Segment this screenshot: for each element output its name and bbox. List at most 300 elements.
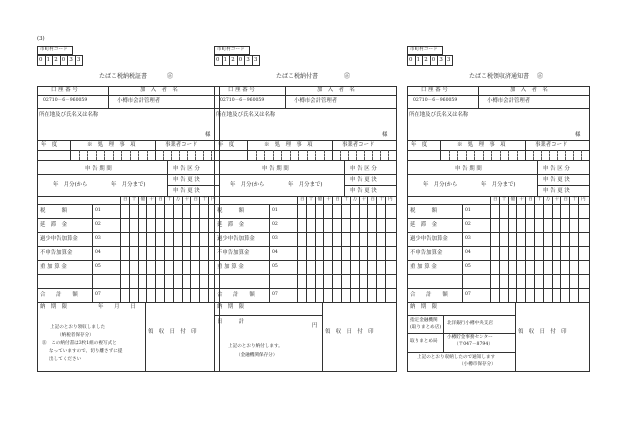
amount-row-label: 重 加 算 金 [217, 264, 244, 270]
tick-divider [356, 150, 357, 160]
divider [344, 174, 397, 175]
tick-divider [256, 150, 257, 160]
divider [407, 150, 590, 151]
amount-row-code: 02 [272, 222, 278, 227]
digit-column-divider [490, 196, 491, 303]
divider [344, 185, 397, 186]
amount-row-label: 延 滞 金 [410, 222, 437, 228]
digit-header: 円 [581, 197, 586, 202]
daily-total: 日 計 [217, 319, 244, 325]
amount-row-code: 04 [95, 250, 101, 255]
city-code-divider [415, 55, 416, 66]
divider [145, 302, 146, 372]
divider [407, 246, 590, 247]
tick-divider [96, 150, 97, 160]
sama: 様 [205, 132, 211, 138]
amount-row-label: 合 計 額 [217, 292, 255, 298]
account-no: 02710－6－960059 [220, 98, 265, 103]
divider [37, 140, 220, 141]
divider [407, 174, 537, 175]
amount-row-code: 05 [95, 264, 101, 269]
amount-row-label: 過少申告加算金 [217, 236, 255, 242]
city-code-divider [437, 55, 438, 66]
tick-divider [581, 150, 582, 160]
city-code-divider [229, 55, 230, 66]
city-code-divider [52, 55, 53, 66]
declare-label: 申 告 区 分 [173, 166, 200, 172]
tick-divider [87, 150, 88, 160]
divider [214, 140, 397, 141]
bank-label: (取りまとめ店) [410, 325, 442, 330]
form-title: たばこ税納税証書 [99, 73, 148, 80]
divider [407, 352, 515, 353]
divider [537, 160, 538, 196]
digit-header: 十 [572, 197, 577, 202]
city-code-divider [67, 55, 68, 66]
amount-row-code: 04 [465, 250, 471, 255]
digit-column-divider [525, 196, 526, 303]
decision-label: 申 告 更 決 [350, 177, 377, 183]
digit-header: 千 [326, 197, 331, 202]
digit-column-divider [190, 196, 191, 303]
city-code-digit: 2 [231, 57, 235, 63]
digit-header: 百 [300, 197, 305, 202]
digit-header: 百 [193, 197, 198, 202]
declare-label: 申 告 区 分 [350, 166, 377, 172]
amount-row-code: 05 [465, 264, 471, 269]
tick-divider [500, 150, 501, 160]
tick-divider [491, 150, 492, 160]
digit-column-divider [385, 196, 386, 303]
yen-mark: 円 [312, 323, 318, 329]
digit-column-divider [350, 196, 351, 303]
tick-divider [474, 150, 475, 160]
tick-divider [565, 150, 566, 160]
divider [214, 174, 344, 175]
stamp-label: 領 収 日 付 印 [325, 329, 374, 335]
account-no-label: 口 座 番 号 [421, 87, 448, 93]
bank-label: 指定金融機関 [410, 318, 438, 323]
divider [407, 204, 590, 205]
page-marker: (3) [37, 36, 45, 42]
city-code-digit: 3 [77, 57, 81, 63]
divider [214, 246, 397, 247]
divider [285, 86, 286, 108]
divider [322, 302, 323, 372]
amount-row-label: 税 額 [217, 208, 244, 214]
digit-column-divider [508, 196, 509, 303]
note: 上記のとおり収納したので通知します [417, 355, 496, 360]
digit-column-divider [182, 196, 183, 303]
tick-divider [307, 150, 308, 160]
city-code-label: 市町村コード [410, 47, 438, 52]
digit-column-divider [341, 196, 342, 303]
digit-column-divider [367, 196, 368, 303]
tick-divider [130, 150, 131, 160]
divider [407, 95, 590, 96]
due-label: 納 期 限 [410, 304, 437, 310]
ref-label: ※ 処 理 事 項 [264, 142, 313, 148]
title-mark: ㊣ [344, 73, 351, 80]
amount-row-label: 重 加 算 金 [410, 264, 437, 270]
divider [214, 274, 397, 275]
tick-divider [171, 150, 172, 160]
divider [37, 274, 220, 275]
divider [37, 260, 220, 261]
divider [167, 185, 220, 186]
due-label: 納 期 限 [217, 304, 244, 310]
note: 出してください [49, 357, 82, 362]
divider [537, 185, 590, 186]
amount-row-code: 01 [95, 208, 101, 213]
tick-divider [364, 150, 365, 160]
amount-row-label: 延 滞 金 [217, 222, 244, 228]
digit-column-divider [146, 196, 147, 303]
tick-divider [163, 150, 164, 160]
divider [214, 204, 397, 205]
amount-row-label: 税 額 [410, 208, 437, 214]
note: （納税者保存分） [57, 333, 94, 338]
divider [37, 204, 220, 205]
digit-column-divider [376, 196, 377, 303]
bank-name: 北洋銀行小樽中央支店 [447, 321, 493, 326]
account-no-label: 口 座 番 号 [51, 87, 78, 93]
tick-divider [211, 150, 212, 160]
note: なっていますので、切り離さずに提 [49, 349, 123, 354]
city-code-digit: 3 [246, 57, 250, 63]
divider [214, 315, 322, 316]
amount-row-code: 02 [95, 222, 101, 227]
due-date: 年 月 日 [98, 304, 136, 310]
tick-divider [388, 150, 389, 160]
decision-label: 申 告 更 決 [543, 177, 570, 183]
divider [214, 95, 397, 96]
digit-column-divider [516, 196, 517, 303]
sama: 様 [382, 132, 388, 138]
amount-row-code: 03 [272, 236, 278, 241]
city-code-digit: 0 [409, 57, 413, 63]
amount-row-label: 不申告加算金 [40, 250, 73, 256]
divider [537, 174, 590, 175]
divider [214, 302, 397, 303]
digit-header: 百 [493, 197, 498, 202]
tick-divider [298, 150, 299, 160]
collect-name: （〒047－8794） [454, 342, 493, 347]
amount-row-code: 03 [95, 236, 101, 241]
digit-header: 十 [501, 197, 507, 202]
tick-divider [79, 150, 80, 160]
tick-divider [273, 150, 274, 160]
city-code-digit: 1 [46, 57, 51, 63]
tick-divider [195, 150, 196, 160]
tick-divider [449, 150, 450, 160]
divider [167, 174, 220, 175]
address-label: 所在地及び氏名又は名称 [409, 112, 469, 118]
amount-row-code: 04 [272, 250, 278, 255]
subscriber-label: 加 入 者 名 [510, 87, 548, 93]
city-code-divider [244, 55, 245, 66]
tick-divider [113, 150, 114, 160]
divider [407, 232, 590, 233]
subscriber: 小樽市会計管理者 [117, 98, 161, 104]
divider [214, 150, 397, 151]
divider [37, 108, 220, 109]
amount-row-label: 合 計 額 [410, 292, 448, 298]
tick-divider [138, 150, 139, 160]
year-label: 年 度 [41, 142, 58, 148]
city-code-divider [237, 55, 238, 66]
divider [214, 288, 397, 289]
digit-header: 百 [335, 197, 340, 202]
digit-header: 億 [140, 197, 146, 202]
sama: 様 [575, 132, 581, 138]
tick-divider [281, 150, 282, 160]
city-code-digit: 3 [69, 57, 73, 63]
tick-divider [541, 150, 542, 160]
digit-header: 千 [149, 197, 154, 202]
tick-divider [315, 150, 316, 160]
digit-column-divider [578, 196, 579, 303]
divider [407, 333, 515, 334]
declare-label: 申 告 区 分 [543, 166, 570, 172]
amount-row-code: 01 [465, 208, 471, 213]
update-label: 申 告 更 決 [543, 188, 570, 194]
tick-divider [348, 150, 349, 160]
city-code-divider [60, 55, 61, 66]
account-no-label: 口 座 番 号 [228, 87, 255, 93]
tick-divider [340, 150, 341, 160]
amount-row-code: 03 [465, 236, 471, 241]
note: （小樽市保存分） [459, 362, 496, 367]
digit-column-divider [129, 196, 130, 303]
city-code-digit: 2 [424, 57, 428, 63]
digit-header: 百 [528, 197, 533, 202]
digit-header: 十 [379, 197, 384, 202]
amount-row-code: 07 [272, 292, 278, 297]
tick-divider [324, 150, 325, 160]
collect-name: 小樽貯金事務センター [447, 335, 493, 340]
digit-column-divider [315, 196, 316, 303]
city-code-digit: 1 [223, 57, 228, 63]
city-code-divider [222, 55, 223, 66]
city-code-divider [430, 55, 431, 66]
ref-label: ※ 処 理 事 項 [457, 142, 506, 148]
update-label: 申 告 更 決 [173, 188, 200, 194]
amount-row-label: 税 額 [40, 208, 67, 214]
tick-divider [147, 150, 148, 160]
city-code-divider [75, 55, 76, 66]
divider [407, 160, 590, 161]
city-code-digit: 0 [238, 57, 243, 63]
divider [515, 302, 516, 372]
digit-header: 十 [202, 197, 207, 202]
digit-column-divider [208, 196, 209, 303]
amount-row-code: 01 [272, 208, 278, 213]
digit-column-divider [332, 196, 333, 303]
subscriber: 小樽市会計管理者 [294, 98, 338, 104]
amount-row-label: 不申告加算金 [410, 250, 443, 256]
divider [214, 260, 397, 261]
divider [214, 218, 397, 219]
divider [407, 260, 590, 261]
digit-header: 百 [370, 197, 375, 202]
digit-column-divider [120, 196, 121, 303]
city-code-divider [252, 55, 253, 66]
biz-code-label: 事業者コード [535, 142, 568, 148]
city-code-label: 市町村コード [40, 47, 68, 52]
period-to: 年 月分まで) [111, 182, 146, 188]
divider [37, 174, 167, 175]
divider [478, 86, 479, 108]
tick-divider [380, 150, 381, 160]
decision-label: 申 告 更 決 [173, 177, 200, 183]
tick-divider [483, 150, 484, 160]
period-from: 年 月分(から [230, 182, 265, 188]
divider [37, 288, 220, 289]
digit-column-divider [543, 196, 544, 303]
city-code-digit: 1 [416, 57, 421, 63]
digit-header: 十 [167, 197, 172, 202]
stamp-label: 領 収 日 付 印 [518, 329, 567, 335]
city-code-divider [445, 55, 446, 66]
period-from: 年 月分(から [53, 182, 88, 188]
digit-header: 万 [545, 197, 551, 202]
digit-header: 万 [352, 197, 358, 202]
collect-label: 取りまとめ局 [410, 339, 438, 344]
digit-header: 千 [519, 197, 524, 202]
form-title: たばこ税納付書 [276, 73, 319, 80]
digit-column-divider [155, 196, 156, 303]
digit-header: 億 [510, 197, 516, 202]
divider [407, 140, 590, 141]
note: （金融機関保存分） [236, 353, 278, 358]
digit-header: 万 [175, 197, 181, 202]
tick-divider [104, 150, 105, 160]
digit-column-divider [138, 196, 139, 303]
period-label: 申 告 期 間 [455, 166, 482, 172]
tick-divider [121, 150, 122, 160]
divider [37, 302, 220, 303]
period-to: 年 月分まで) [288, 182, 323, 188]
digit-column-divider [297, 196, 298, 303]
tick-divider [549, 150, 550, 160]
update-label: 申 告 更 決 [350, 188, 377, 194]
divider [407, 302, 590, 303]
note: ㊟ この納付書は3枚1組の複写式と [42, 341, 117, 346]
digit-column-divider [199, 196, 200, 303]
account-no: 02710－6－960059 [413, 98, 458, 103]
digit-header: 億 [317, 197, 323, 202]
amount-row-label: 合 計 額 [40, 292, 78, 298]
city-code-divider [422, 55, 423, 66]
city-code-label: 市町村コード [217, 47, 245, 52]
period-label: 申 告 期 間 [85, 166, 112, 172]
digit-header: 百 [563, 197, 568, 202]
year-label: 年 度 [218, 142, 235, 148]
tick-divider [203, 150, 204, 160]
city-code-digit: 0 [61, 57, 66, 63]
tick-divider [573, 150, 574, 160]
year-label: 年 度 [411, 142, 428, 148]
divider [167, 160, 168, 196]
form-title: たばこ税領収済通知書 [469, 73, 530, 80]
digit-column-divider [560, 196, 561, 303]
address-label: 所在地及び氏名又は名称 [216, 112, 276, 118]
account-no: 02710－6－960059 [43, 98, 88, 103]
ref-label: ※ 処 理 事 項 [87, 142, 136, 148]
amount-row-code: 02 [465, 222, 471, 227]
city-code-digit: 0 [39, 57, 43, 63]
digit-header: 円 [211, 197, 216, 202]
amount-row-label: 延 滞 金 [40, 222, 67, 228]
city-code-digit: 3 [254, 57, 258, 63]
tick-divider [179, 150, 180, 160]
amount-row-code: 05 [272, 264, 278, 269]
amount-row-label: 重 加 算 金 [40, 264, 67, 270]
tick-divider [187, 150, 188, 160]
stamp-label: 領 収 日 付 印 [148, 329, 197, 335]
subscriber-label: 加 入 者 名 [317, 87, 355, 93]
digit-column-divider [173, 196, 174, 303]
city-code-digit: 0 [431, 57, 436, 63]
divider [407, 108, 590, 109]
amount-row-label: 過少申告加算金 [410, 236, 448, 242]
digit-column-divider [534, 196, 535, 303]
city-code-divider [45, 55, 46, 66]
digit-header: 十 [131, 197, 137, 202]
divider [407, 274, 590, 275]
amount-row-label: 過少申告加算金 [40, 236, 78, 242]
divider [37, 160, 220, 161]
divider [407, 288, 590, 289]
digit-header: 百 [123, 197, 128, 202]
divider [37, 150, 220, 151]
city-code-digit: 0 [216, 57, 220, 63]
city-code-digit: 3 [447, 57, 451, 63]
period-to: 年 月分まで) [481, 182, 516, 188]
tick-divider [457, 150, 458, 160]
divider [37, 218, 220, 219]
note: 上記のとおり領収しました [50, 325, 106, 330]
address-label: 所在地及び氏名又は名称 [39, 112, 99, 118]
tick-divider [533, 150, 534, 160]
digit-header: 十 [344, 197, 349, 202]
tick-divider [466, 150, 467, 160]
divider [407, 315, 515, 316]
biz-code-label: 事業者コード [165, 142, 198, 148]
digit-header: 十 [308, 197, 314, 202]
subscriber: 小樽市会計管理者 [487, 98, 531, 104]
digit-column-divider [359, 196, 360, 303]
divider [214, 108, 397, 109]
digit-column-divider [306, 196, 307, 303]
divider [37, 246, 220, 247]
tick-divider [508, 150, 509, 160]
divider [214, 232, 397, 233]
divider [37, 232, 220, 233]
digit-header: 千 [554, 197, 560, 202]
digit-column-divider [499, 196, 500, 303]
period-label: 申 告 期 間 [262, 166, 289, 172]
note: 上記のとおり納付します。 [228, 344, 283, 349]
divider [214, 160, 397, 161]
tick-divider [517, 150, 518, 160]
digit-header: 千 [361, 197, 367, 202]
amount-row-code: 07 [95, 292, 101, 297]
due-label: 納 期 限 [40, 304, 67, 310]
digit-header: 円 [388, 197, 393, 202]
divider [108, 86, 109, 108]
